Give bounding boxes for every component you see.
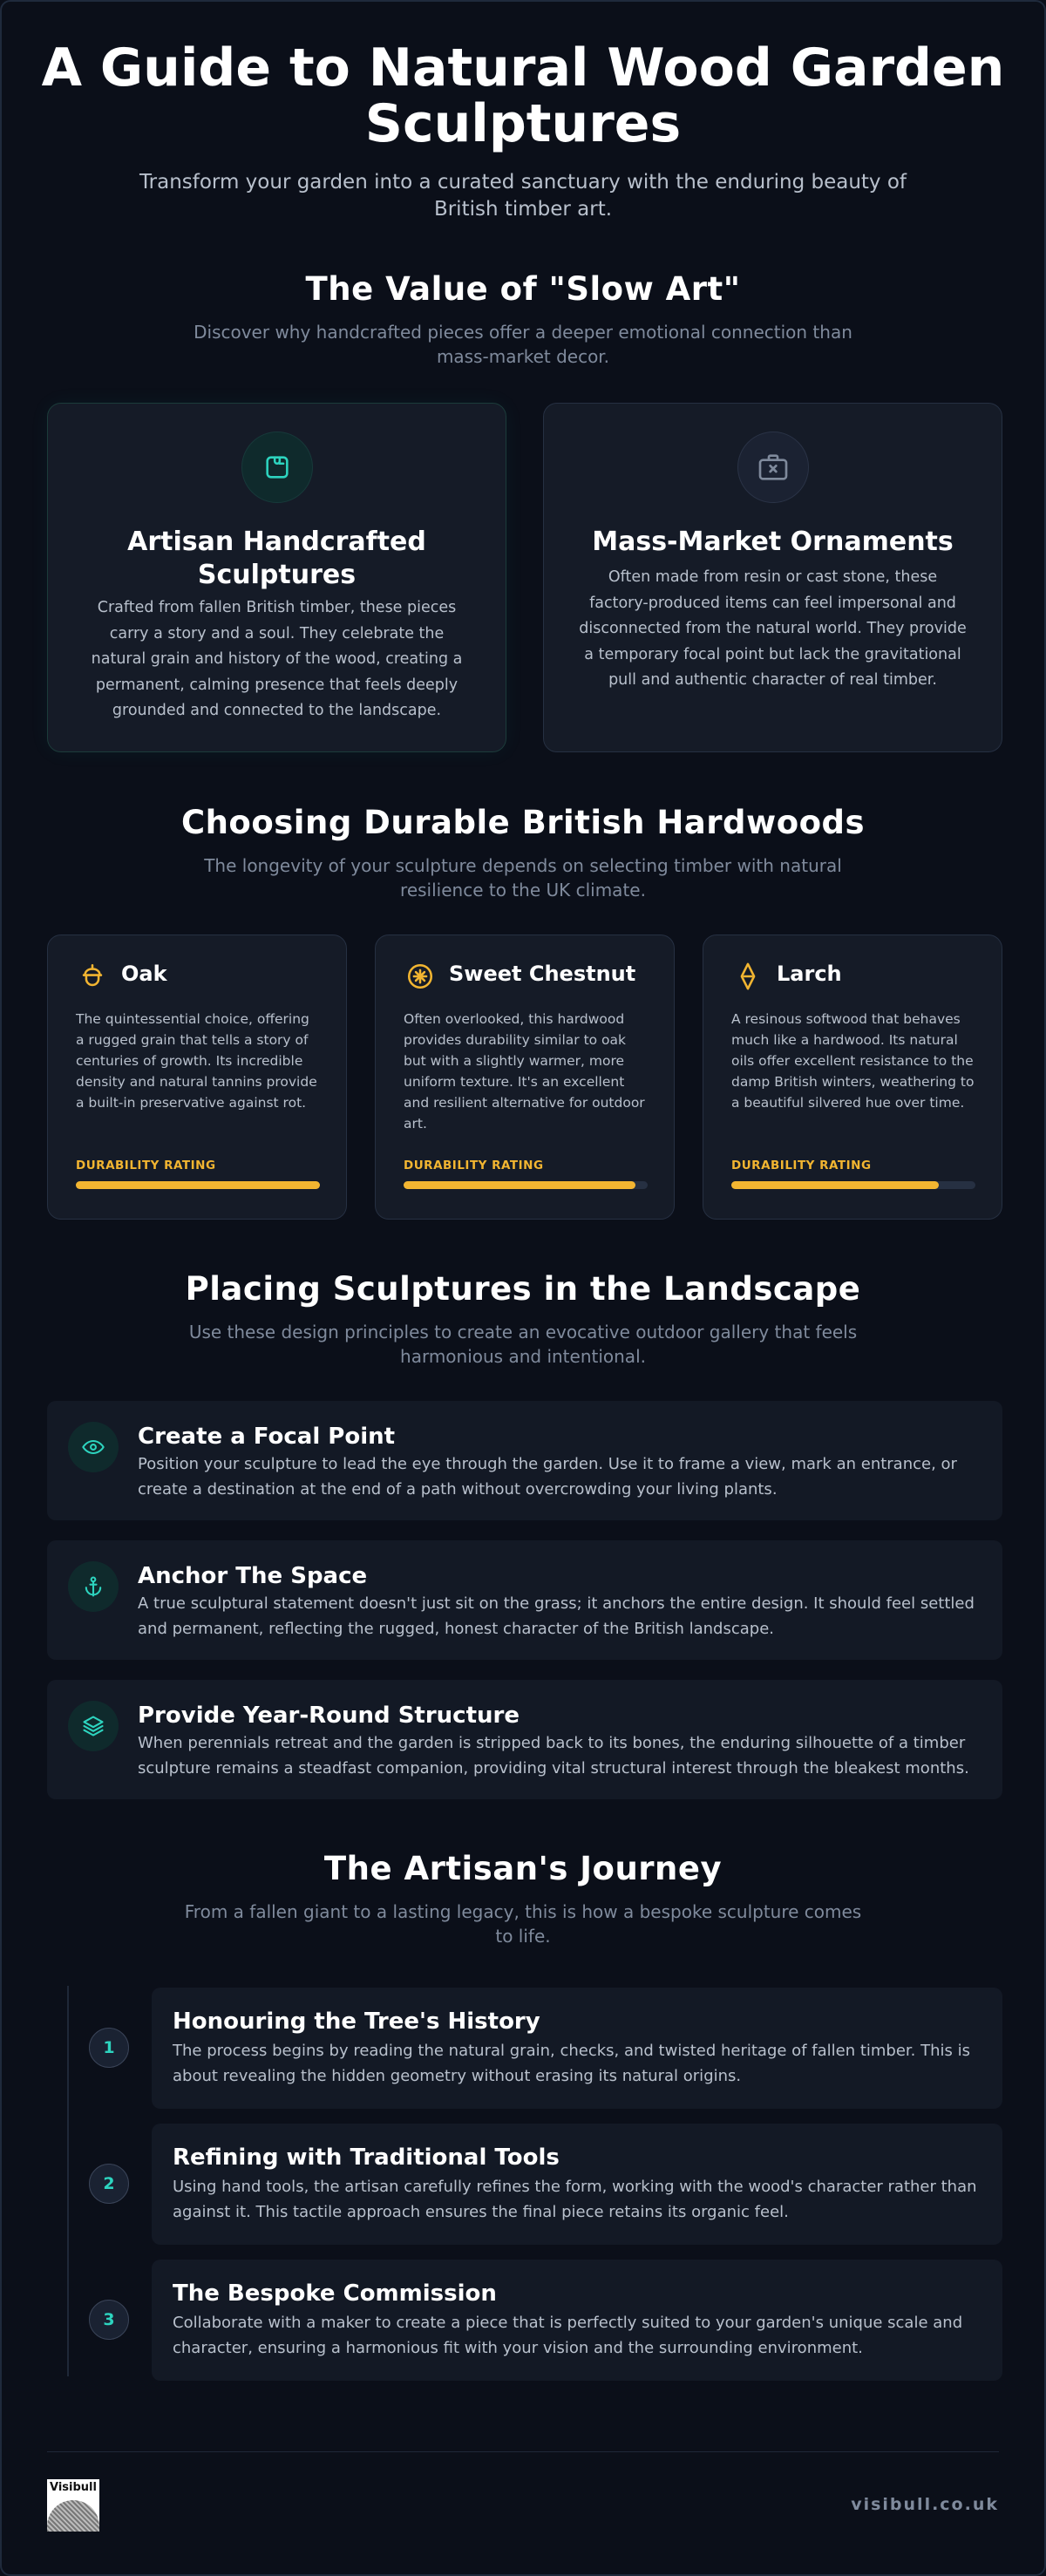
logo-text: Visibull (50, 2481, 97, 2494)
wood-card-sweet-chestnut (375, 935, 675, 1220)
tip-title: Anchor The Space (138, 1563, 368, 1589)
step-number: 3 (89, 2300, 129, 2340)
durability-bar (404, 1181, 648, 1189)
anchor-icon (68, 1561, 119, 1612)
durability-bar (76, 1181, 320, 1189)
durability-fill (404, 1181, 635, 1189)
tip-card (47, 1540, 1002, 1660)
tip-card (47, 1401, 1002, 1520)
packaged-box-icon (737, 432, 809, 503)
step-text: Collaborate with a maker to create a piece that is perfectly suited to your garden's unique scale and character, ensuring a harmonious fit with your vision and the surrounding environment. (173, 2314, 963, 2357)
tip-title: Provide Year-Round Structure (138, 1703, 520, 1729)
step-number: 1 (89, 2028, 129, 2068)
wood-name: Oak (121, 962, 167, 986)
tip-text: A true sculptural statement doesn't just sit on the grass; it anchors the entire design. It should feel settled and permanent, reflecting the rugged, honest character of the British landscape. (138, 1594, 975, 1638)
footer-divider (47, 2451, 999, 2452)
section-subtitle: Discover why handcrafted pieces offer a deeper emotional connection than mass-market decor. (194, 322, 852, 367)
mass-market-card (543, 403, 1002, 752)
card-text: Crafted from fallen British timber, these pieces carry a story and a soul. They celebrate the natural grain and history of the wood, creating a permanent, calming presence that feels deeply grounded and connected to the landscape. (91, 599, 463, 719)
logo-image (47, 2500, 99, 2532)
card-title: Artisan Handcrafted Sculptures (127, 527, 426, 590)
step-title: Refining with Traditional Tools (173, 2144, 560, 2171)
journey-header (2, 1850, 1044, 1948)
eye-icon (68, 1422, 119, 1472)
wood-text: The quintessential choice, offering a rugged grain that tells a story of centuries of growth. Its incredible density and natural tannins provide a built-in preservative against rot. (76, 1011, 317, 1111)
page-subtitle: Transform your garden into a curated sanctuary with the enduring beauty of British timber art. (139, 171, 907, 221)
card-text: Often made from resin or cast stone, these factory-produced items can feel impersonal and disconnected from the natural world. They provide a temporary focal point but lack the gravitational pull and authentic character of real timber. (579, 568, 967, 689)
durability-fill (731, 1181, 939, 1189)
placement-header (2, 1270, 1044, 1369)
durability-fill (76, 1181, 320, 1189)
durability-label: DURABILITY RATING (404, 1159, 544, 1172)
step-title: The Bespoke Commission (173, 2280, 497, 2307)
tip-card (47, 1680, 1002, 1799)
section-subtitle: Use these design principles to create an evocative outdoor gallery that feels harmonious and intentional. (188, 1322, 858, 1367)
durability-label: DURABILITY RATING (76, 1159, 216, 1172)
step-number: 2 (89, 2164, 129, 2204)
step-text: Using hand tools, the artisan carefully refines the form, working with the wood's character rather than against it. This tactile approach ensures the final piece retains its organic feel. (173, 2178, 977, 2221)
step-card (152, 2260, 1002, 2381)
wood-name: Sweet Chestnut (449, 962, 636, 986)
slow-art-header (2, 270, 1044, 369)
artisan-card (47, 403, 506, 752)
wood-text: Often overlooked, this hardwood provides durability similar to oak but with a slightly warmer, more uniform texture. It's an excellent and resilient alternative for outdoor art. (404, 1011, 645, 1132)
layers-icon (68, 1701, 119, 1751)
section-subtitle: From a fallen giant to a lasting legacy, this is how a bespoke sculpture comes to life. (184, 1901, 862, 1947)
step-title: Honouring the Tree's History (173, 2008, 540, 2035)
brand-logo[interactable] (47, 2479, 99, 2532)
site-link[interactable]: visibull.co.uk (851, 2495, 999, 2514)
wood-card-oak (47, 935, 347, 1220)
sun-burst-icon (405, 962, 435, 991)
diamond-seed-icon (733, 962, 763, 991)
acorn-icon (78, 962, 107, 991)
wood-text: A resinous softwood that behaves much like a hardwood. Its natural oils offer excellent resistance to the damp British winters, weathering to a beautiful silvered hue over time. (731, 1011, 975, 1111)
card-title: Mass-Market Ornaments (592, 527, 954, 557)
timeline-line (67, 1986, 69, 2376)
hardwoods-header (2, 804, 1044, 902)
tip-title: Create a Focal Point (138, 1424, 396, 1450)
step-card (152, 2124, 1002, 2245)
page-title: A Guide to Natural Wood Garden Sculptures (41, 37, 1005, 154)
step-card (152, 1988, 1002, 2109)
step-text: The process begins by reading the natural grain, checks, and twisted heritage of fallen timber. This is about revealing the hidden geometry without erasing its natural origins. (173, 2042, 970, 2085)
section-subtitle: The longevity of your sculpture depends on selecting timber with natural resilience to the UK climate. (204, 855, 842, 901)
handcraft-icon (241, 432, 313, 503)
section-title: The Artisan's Journey (323, 1850, 723, 1887)
wood-card-larch (703, 935, 1002, 1220)
durability-bar (731, 1181, 975, 1189)
tip-text: When perennials retreat and the garden is stripped back to its bones, the enduring silhouette of a timber sculpture remains a steadfast companion, providing vital structural interest through the bleakest months. (138, 1734, 969, 1777)
section-title: Placing Sculptures in the Landscape (185, 1270, 861, 1308)
durability-label: DURABILITY RATING (731, 1159, 872, 1172)
section-title: The Value of "Slow Art" (305, 270, 741, 308)
tip-text: Position your sculpture to lead the eye through the garden. Use it to frame a view, mark an entrance, or create a destination at the end of a path without overcrowding your living plants. (138, 1455, 957, 1499)
section-title: Choosing Durable British Hardwoods (180, 804, 866, 841)
wood-name: Larch (777, 962, 842, 986)
hero (2, 37, 1044, 223)
